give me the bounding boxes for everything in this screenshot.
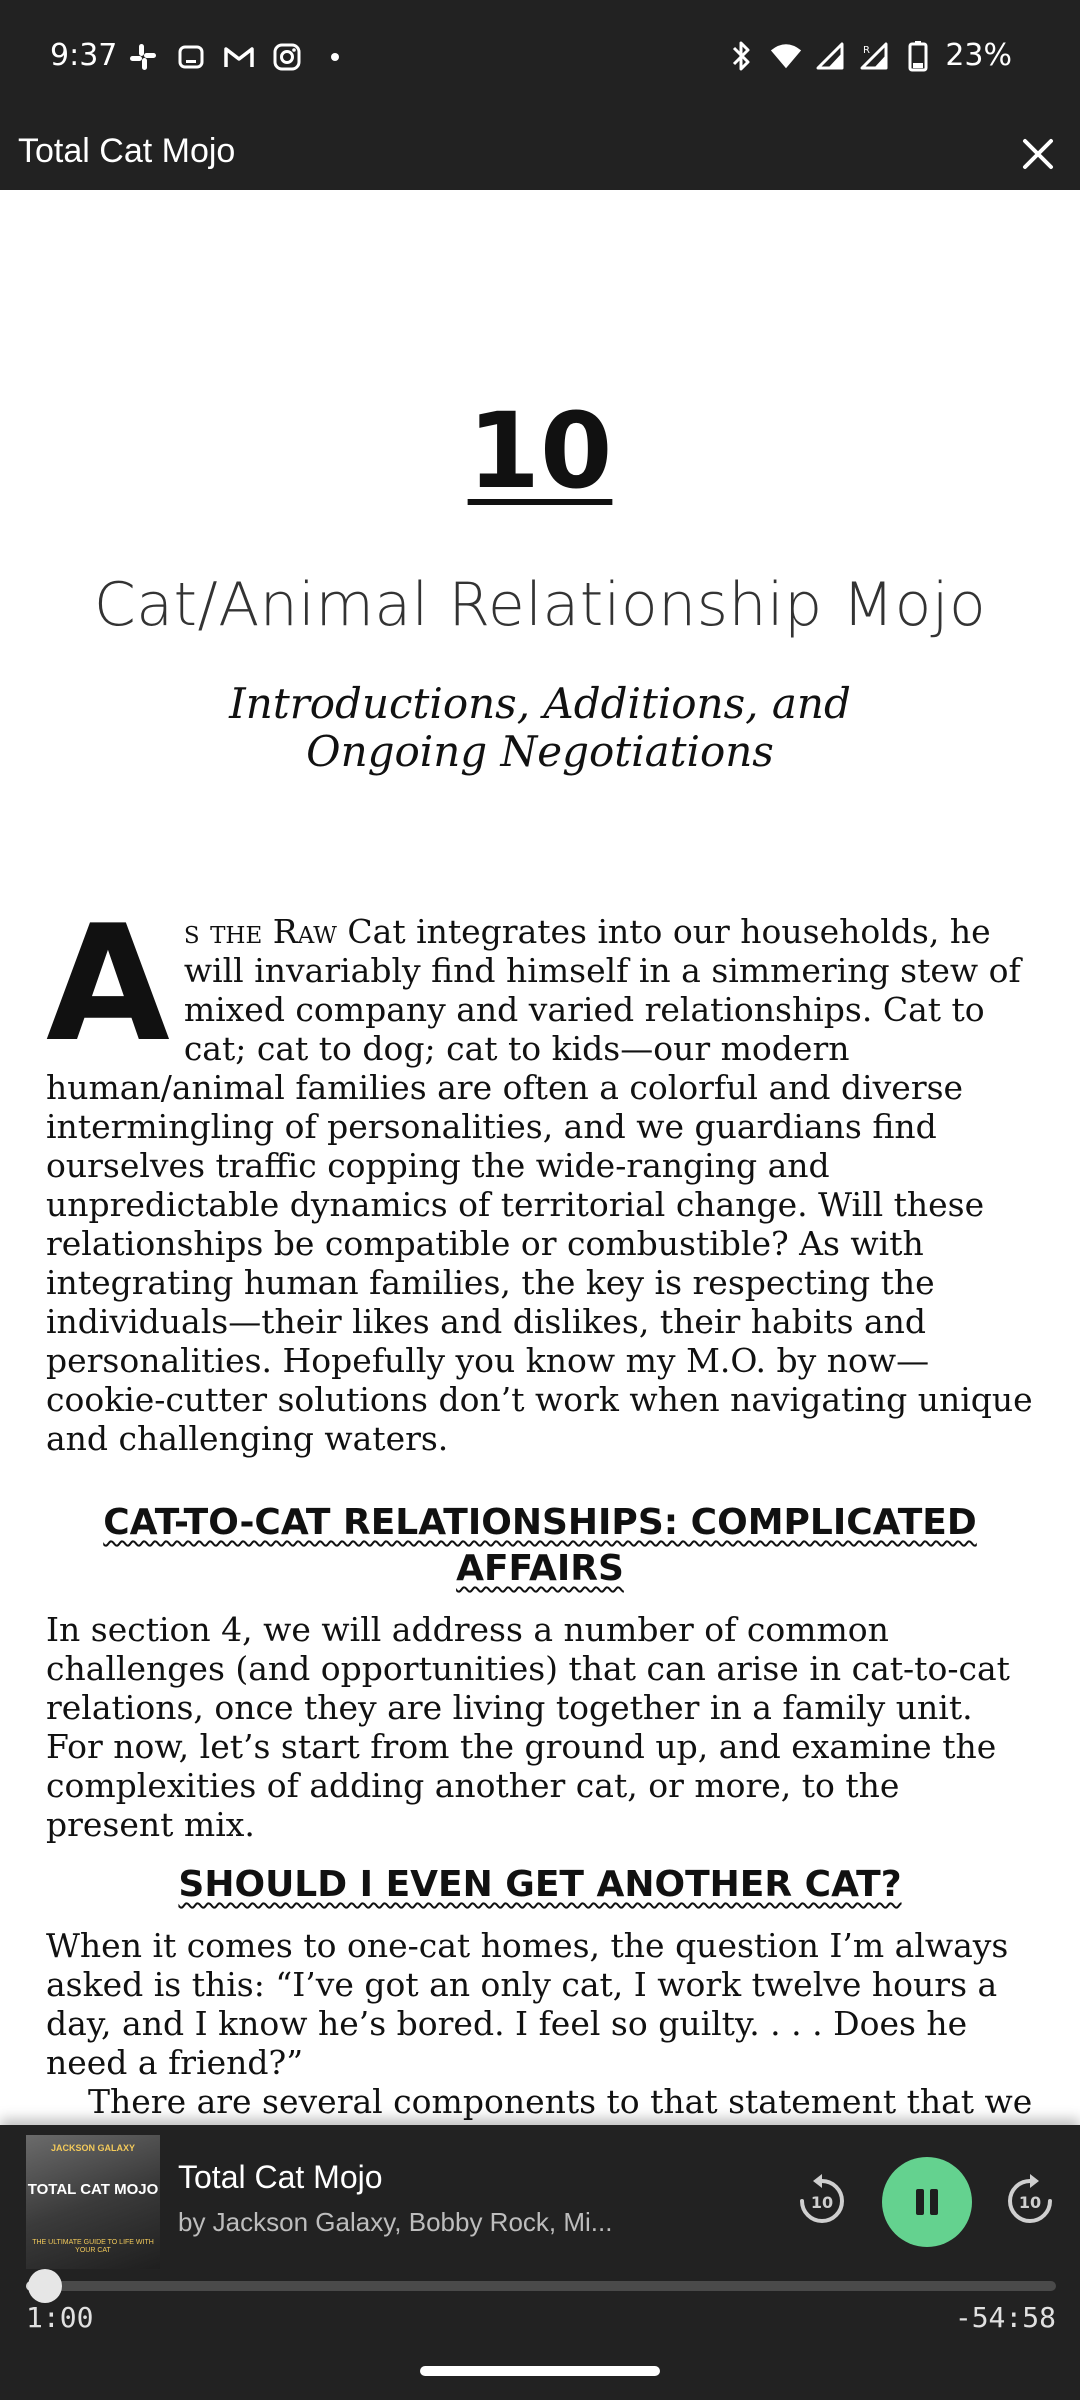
player-title[interactable]: Total Cat Mojo: [178, 2159, 383, 2195]
bluetooth-icon: [725, 39, 759, 73]
wifi-icon: [769, 39, 803, 73]
section-heading: SHOULD I EVEN GET ANOTHER CAT?: [178, 1864, 902, 1905]
status-bar: [0, 0, 1080, 120]
time-elapsed: 1:00: [26, 2301, 94, 2334]
section-heading: CAT-TO-CAT RELATIONSHIPS: COMPLICATED AFFAIRS: [103, 1502, 977, 1589]
player-author[interactable]: by Jackson Galaxy, Bobby Rock, Mi...: [178, 2207, 613, 2237]
messaging-icon: [174, 40, 208, 74]
time-remaining: -54:58: [954, 2301, 1056, 2334]
paragraph: When it comes to one-cat homes, the question I’m always asked is this: “I’ve got an only cat, I work twelve hours a day, and I know he’s bored. I feel so guilty. . . . Does he need a friend?”: [46, 1926, 1009, 2082]
drop-cap: A: [46, 890, 170, 1077]
forward-10-icon: [1000, 2171, 1060, 2231]
gmail-icon: [222, 40, 256, 74]
progress-thumb[interactable]: [28, 2269, 62, 2303]
cell-signal-roaming-icon: [857, 39, 891, 73]
notification-icons: [126, 40, 352, 74]
cover-author: JACKSON GALAXY: [50, 2143, 135, 2153]
more-notifications-dot-icon: [318, 40, 352, 74]
chapter-title: Cat/Animal Relationship Mojo: [93, 570, 987, 640]
cover-title: TOTAL CAT MOJO: [27, 2181, 159, 2198]
audio-player: [0, 2125, 1080, 2400]
paragraph: There are several components to that statement that we: [88, 2082, 1033, 2121]
system-icons: [725, 38, 1012, 73]
book-content[interactable]: [0, 190, 1080, 2125]
paragraph: In section 4, we will address a number of common challenges (and opportunities) that can arise in cat-to-cat relations, once they are living together in a family unit. For now, let’s start from the ground up, and examine the complexities of adding another cat, or more, to the present mix.: [46, 1610, 1010, 1844]
svg-text:R: R: [863, 44, 871, 56]
pause-button[interactable]: [882, 2157, 972, 2247]
gesture-nav-handle[interactable]: [420, 2366, 660, 2376]
lead-in-text: s the Raw: [183, 912, 337, 951]
rewind-10-icon: [792, 2171, 852, 2231]
close-icon: [1021, 137, 1055, 171]
app-title: Total Cat Mojo: [18, 132, 236, 170]
paragraph: [46, 890, 1036, 1458]
status-time: 9:37: [50, 38, 118, 73]
rewind-label: 10: [810, 2193, 834, 2212]
paragraph-text: Cat integrates into our households, he will invariably find himself in a simmering stew of mixed company and varied relationships. Cat to cat; cat to dog; cat to kids—our modern human/animal families are often a colorful and diverse intermingling of personalities, and we guardians find ourselves traffic copping the wide-ranging and unpredictable dynamics of territorial change. Will these relationships be compatible or combustible? As with integrating human families, the key is respecting the individuals—their likes and dislikes, their habits and personalities. Hopefully you know my M.O. by now—cookie-cutter solutions don’t work when navigating unique and challenging waters.: [46, 912, 1033, 1458]
cell-signal-icon: [813, 39, 847, 73]
app-bar: [0, 120, 1080, 190]
battery-percent: 23%: [945, 38, 1012, 73]
forward-10-button[interactable]: [1000, 2171, 1060, 2231]
cover-subtitle: THE ULTIMATE GUIDE TO LIFE WITH YOUR CAT: [32, 2239, 154, 2254]
close-button[interactable]: [1014, 130, 1062, 178]
pause-icon: [907, 2182, 947, 2222]
rewind-10-button[interactable]: [792, 2171, 852, 2231]
chapter-number: 10: [467, 390, 613, 512]
book-cover[interactable]: [26, 2135, 160, 2269]
forward-label: 10: [1018, 2193, 1042, 2212]
chapter-subtitle: Introductions, Additions, and Ongoing Negotiations: [229, 679, 851, 776]
progress-track[interactable]: [26, 2281, 1056, 2291]
battery-icon: [901, 39, 935, 73]
slack-icon: [126, 40, 160, 74]
instagram-icon: [270, 40, 304, 74]
